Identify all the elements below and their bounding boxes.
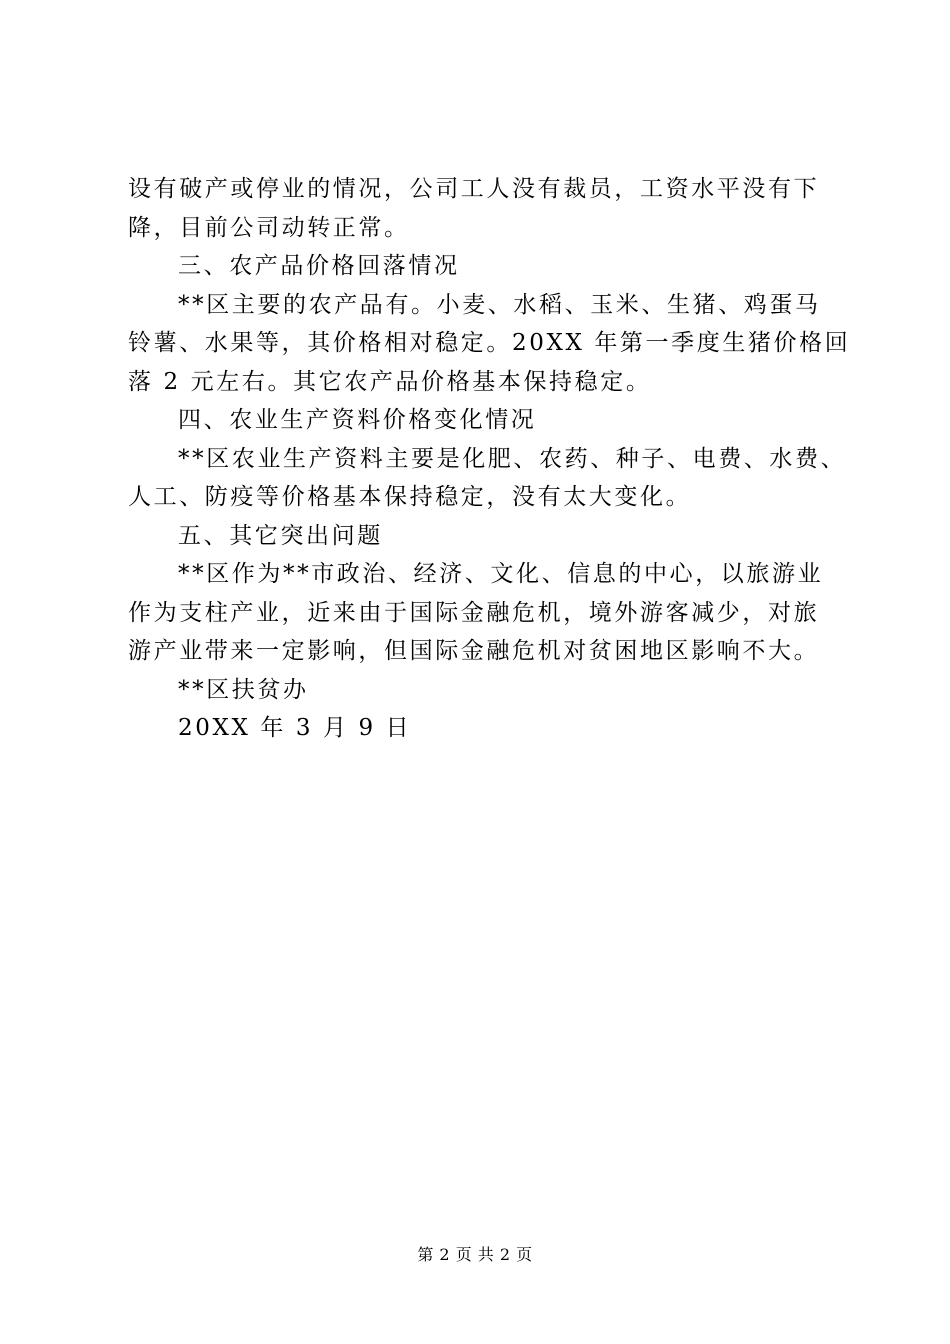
- paragraph-line: 降，目前公司动转正常。: [128, 214, 410, 241]
- paragraph-line: 落 2 元左右。其它农产品价格基本保持稳定。: [128, 368, 652, 395]
- page-footer: [0, 1244, 950, 1266]
- paragraph-line: 设有破产或停业的情况，公司工人没有裁员，工资水平没有下: [128, 176, 820, 202]
- document-body: [128, 170, 851, 748]
- paragraph-line: **区作为**市政治、经济、文化、信息的中心，以旅游业: [178, 561, 824, 587]
- signature-organization: **区扶贫办: [178, 676, 309, 703]
- section-heading-5: 五、其它突出问题: [178, 522, 383, 549]
- paragraph-line: **区主要的农产品有。小麦、水稻、玉米、生猪、鸡蛋马: [178, 291, 821, 318]
- paragraph-line: 铃薯、水果等，其价格相对稳定。20XX 年第一季度生猪价格回: [128, 330, 851, 356]
- signature-date: 20XX 年 3 月 9 日: [178, 715, 412, 741]
- paragraph-line: **区农业生产资料主要是化肥、农药、种子、电费、水费、: [178, 445, 847, 472]
- paragraph-line: 游产业带来一定影响，但国际金融危机对贫困地区影响不大。: [128, 638, 820, 664]
- paragraph-line: 作为支柱产业，近来由于国际金融危机，境外游客减少，对旅: [128, 599, 820, 626]
- paragraph-line: 人工、防疫等价格基本保持稳定，没有太大变化。: [128, 484, 692, 510]
- page-number: 第 2 页 共 2 页: [417, 1245, 533, 1264]
- section-heading-4: 四、农业生产资料价格变化情况: [178, 407, 537, 433]
- section-heading-3: 三、农产品价格回落情况: [178, 253, 460, 279]
